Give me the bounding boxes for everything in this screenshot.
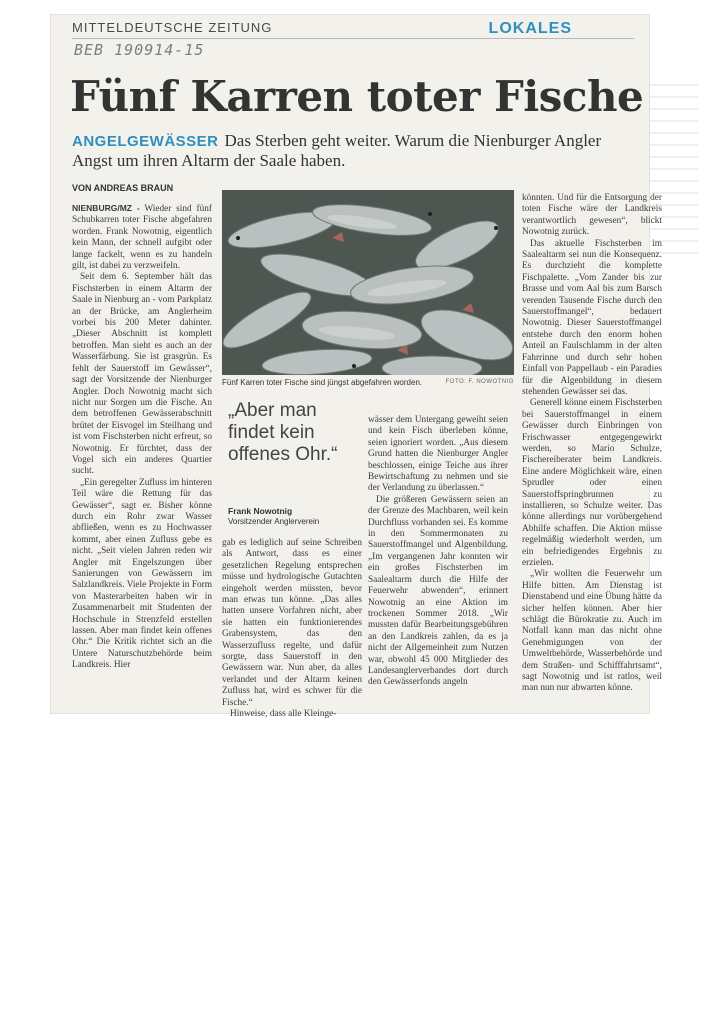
paragraph: NIENBURG/MZ - Wieder sind fünf Schubkarren toter Fische abgefahren worden. Frank Nowotnig, eigentlich kein Mann, der schnell aufgibt oder lange fackelt, wenn es zu handeln gilt, ist dabei zu verzweifeln. <box>72 203 213 272</box>
header-rule <box>72 38 634 39</box>
paragraph: Die größeren Gewässern seien an der Grenze des Machbaren, weil kein Durchfluss vorhanden sei. Es komme in den Sommermonaten zu Sauerstoffmangel und Algenbildung. „Im vergangenen Jahr konnten wir ein großes Fischsterben im Saalealtarm durch die Hilfe der Feuerwehr abwenden“, erinnert Nowotnig an eine Aktion im trockenen Sommer 2018. „Wir mussten dafür Bearbeitungsgebühren an den Landkreis zahlen, da es ja nicht der Allgemeinheit zum Nutzen war, obwohl 45 000 Mitglieder des Landesanglerverbandes dort durch den Gewässerfonds angeln <box>368 494 508 688</box>
paragraph: Hinweise, dass alle Kleinge- <box>230 709 337 720</box>
paragraph: Das aktuelle Fischsterben im Saalealtarm sei nun die Konsequenz. Es durchzieht die komplette Fischpalette. „Vom Zander bis zur Brasse und vom Aal bis zum Barsch verenden Tausende Fische durch den Sauerstoffmangel“, bedauert Nowotnig. Dieser Sauerstoffmangel entstehe durch den enorm hohen Anteil an Faulschlamm in der alten Fahrrinne und durch sehr hohen Einfall von Pappellaub - ein Paradies für die Algenbildung in diesem stehenden Gewässer sei das. <box>522 238 662 397</box>
masthead: MITTELDEUTSCHE ZEITUNG <box>72 20 273 35</box>
pull-quote-author: Frank Nowotnig <box>228 506 293 516</box>
article-column-4 <box>522 193 662 703</box>
paragraph: gab es lediglich auf seine Schreiben als Antwort, dass es einer gesetzlichen Regelung entsprechen müsse und hydrologische Gutachten eingeholt werden müssten, bevor man etwas tun könne. „Das alles hatten unsere Vorfahren nicht, aber sie hatten ein funktionierendes Grabensystem, das den Wasserzufluss regelte, und dafür sorgte, dass Sauerstoff in den Gewässern war. Nun aber, da alles verlandet und der Altarm keinen Zufluss hat, wird es schwer für die Fische.“ <box>222 538 362 708</box>
kicker-text: Das Sterben geht weiter. Warum die Nienburger Angler Angst um ihren Altarm der Saale haben. <box>72 131 602 170</box>
headline: Fünf Karren toter Fische <box>70 72 644 121</box>
kicker <box>72 131 632 170</box>
paragraph: „Ein geregelter Zufluss im hinteren Teil wäre die Rettung für das Gewässer“, sagt er. Bisher könne durch ein Rohr zwar Wasser abfließen, wenn es zu Hochwasser kommt, aber einen Zufluss gebe es nicht. „Seit vielen Jahren reden wir Angler mit Engelszungen über Sanierungen von Gewässern im Salzlandkreis. Viele Projekte in Form von Masterarbeiten haben wir in Zusammenarbeit mit Studenten der Hochschule in Strenzfeld erstellen lassen. Aber man findet kein offenes Ohr.“ Die Kritik richtet sich an die Untere Naturschutzbehörde beim Landkreis. Hier <box>72 477 212 671</box>
paragraph: „Wir wollten die Feuerwehr um Hilfe bitten. Am Dienstag ist Dienstabend und eine Übung hätte da sicher helfen können. Aber hier schlägt die Bürokratie zu. Auch im Notfall kann man das nicht ohne Genehmigungen von der Umweltbehörde, Wasserbehörde und dem Straßen- und Schifffahrtsamt“, sagt Nowotnig und ist ratlos, weil man nun nur abwarten könne. <box>522 569 662 694</box>
photo-credit: FOTO: F. NOWOTNIG <box>445 379 514 385</box>
fish-photo <box>222 190 514 375</box>
photo-caption <box>222 378 514 387</box>
article-column-3 <box>368 415 508 705</box>
paragraph: könnten. Und für die Entsorgung der toten Fische wäre der Landkreis verantwortlich gewesen“, blickt Nowotnig zurück. <box>522 193 662 238</box>
section-label: LOKALES <box>488 20 572 37</box>
handwritten-note: BEB 190914-15 <box>74 41 205 59</box>
caption-text: Fünf Karren toter Fische sind jüngst abgefahren worden. <box>222 378 423 387</box>
paragraph: Generell könne einem Fischsterben bei Sauerstoffmangel in einem Gewässer durch Einbringen von Frischwasser entgegengewirkt werden, so Mario Schulze, Fischereiberater beim Landkreis. Eine andere Möglichkeit wäre, einen Sprudler oder einen Sauerstoffspringbrunnen zu installieren, so Schulze weiter. Das könne allerdings nur vorübergehend Abhilfe schaffen. Die Aktion müsse regelmäßig wiederholt werden, um ein befriedigendes Ergebnis zu erzielen. <box>522 398 662 568</box>
byline: VON ANDREAS BRAUN <box>72 183 174 193</box>
kicker-label: ANGELGEWÄSSER <box>72 133 219 150</box>
pull-quote-role: Vorsitzender Anglerverein <box>228 517 320 526</box>
paragraph: wässer dem Untergang geweiht seien und kein Fisch überleben könne, seien ignoriert worden. „Aus diesem Grund hatten die Nienburger Angler beschlossen, einige Teiche aus ihrer Bewirtschaftung zu nehmen und sie der Verlandung zu überlassen.“ <box>368 415 508 494</box>
article-column-1 <box>72 203 212 703</box>
paragraph: Seit dem 6. September hält das Fischsterben in einem Altarm der Saale in Nienburg an - vom Parkplatz an der Brücke, am Anglerheim vorbei bis 200 Meter dahinter. „Dieser Abschnitt ist komplett betroffen. Man sieht es auch an der Wasserfärbung. Sie ist grasgrün. Es fehlt der Sauerstoff im Gewässer“, sagt der Vorsitzende der Nienburger Angler. Doch Nowotnig macht sich nicht nur Sorgen um die Fische. An dem betroffenen Gewässerabschnitt brütet der Eisvogel im Steilhang und ist vom Fischsterben nicht erfreut, so Nowotnig. Er fürchtet, dass der Vogel sich ein anderes Quartier sucht. <box>72 272 212 477</box>
dead-fish-image <box>222 190 514 375</box>
pull-quote: „Aber man findet kein offenes Ohr.“ <box>228 400 338 465</box>
article-column-2 <box>222 538 362 720</box>
dateline: NIENBURG/MZ - <box>72 203 140 213</box>
